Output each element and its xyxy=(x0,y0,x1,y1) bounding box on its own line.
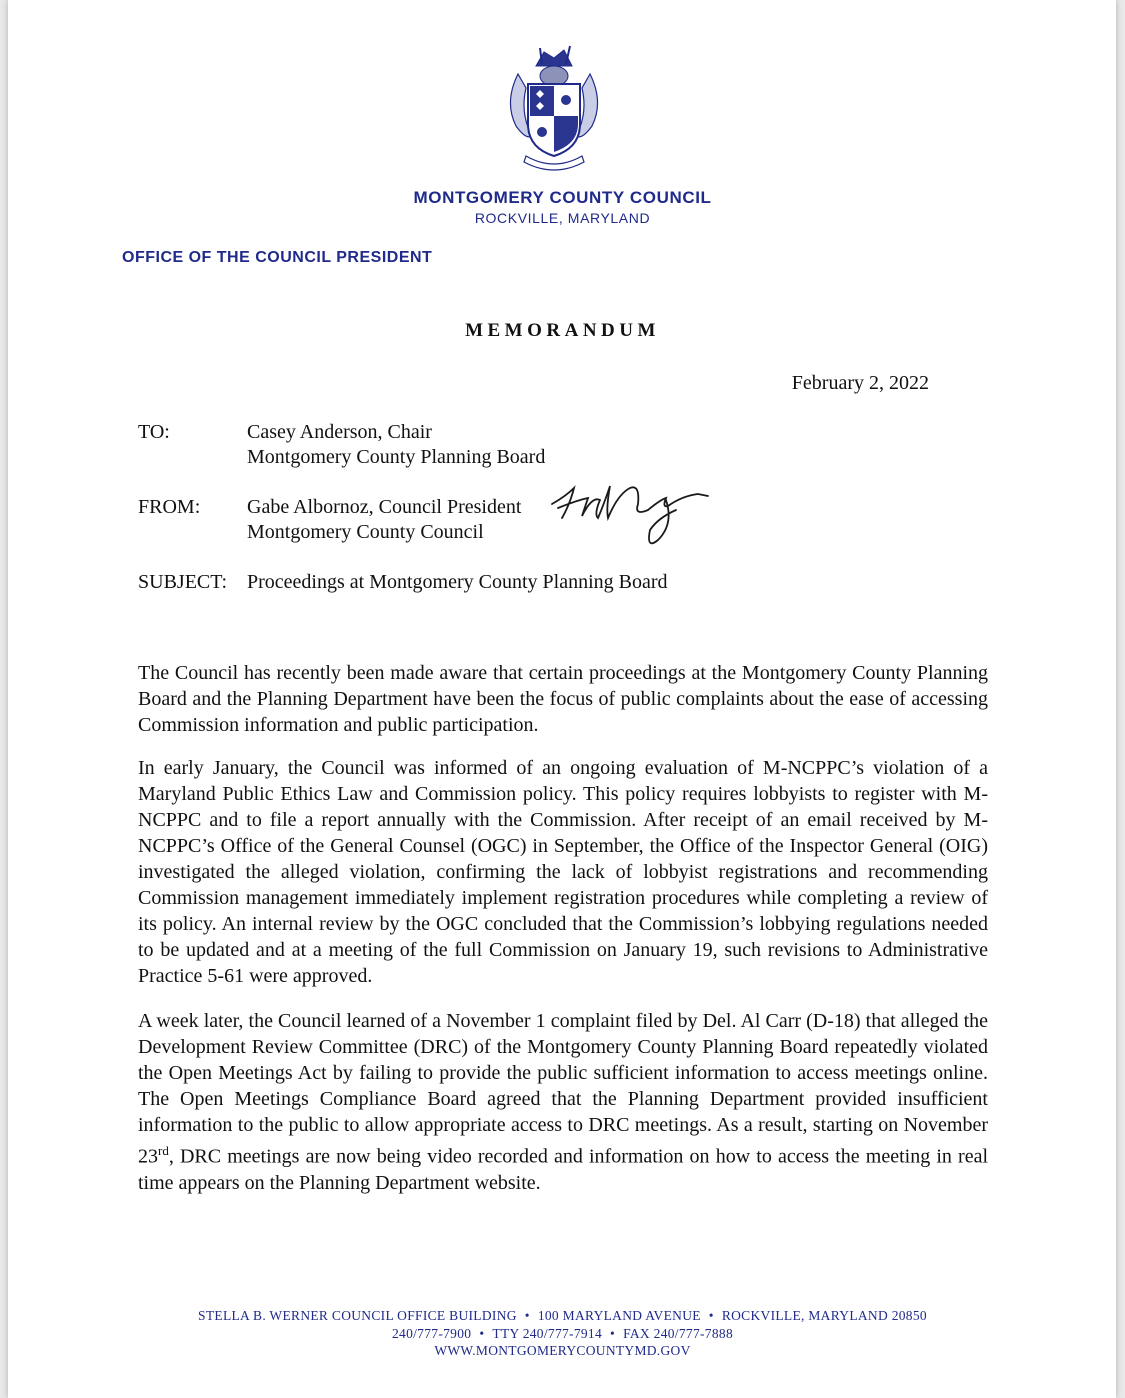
body-paragraph-3 xyxy=(138,1008,988,1196)
paragraph-3-text-b: , DRC meetings are now being video recorded and information on how to access the meeting in real time appears on the Planning Department website. xyxy=(138,1145,988,1194)
to-line-2: Montgomery County Planning Board xyxy=(247,446,546,468)
from-label: FROM: xyxy=(138,496,201,518)
footer-street: 100 MARYLAND AVENUE xyxy=(537,1308,701,1323)
footer-bullet: • xyxy=(708,1308,714,1323)
body-paragraph-1: The Council has recently been made aware that certain proceedings at the Montgomery County Planning Board and the Planning Department have been the focus of public complaints about the ease of accessing Commission information and public participation. xyxy=(138,662,988,736)
footer-city: ROCKVILLE, MARYLAND 20850 xyxy=(721,1308,927,1323)
footer-website[interactable]: WWW.MONTGOMERYCOUNTYMD.GOV xyxy=(434,1343,691,1358)
to-line-1: Casey Anderson, Chair xyxy=(247,421,432,443)
footer-phone: 240/777-7900 xyxy=(391,1326,472,1341)
footer-fax: FAX 240/777-7888 xyxy=(623,1326,734,1341)
memo-date: February 2, 2022 xyxy=(791,372,929,394)
body-paragraph-2: In early January, the Council was informed of an ongoing evaluation of M-NCPPC’s violation of a Maryland Public Ethics Law and Commission policy. This policy requires lobbyists to register with M-NCPPC and to file a report annually with the Commission. After receipt of an email received by M-NCPPC’s Office of the General Counsel (OGC) in September, the Office of the Inspector General (OIG) investigated the alleged violation, confirming the lack of lobbyist registrations and recommending Commission management immediately implement registration procedures while completing a review of its policy. An internal review by the OGC concluded that the Commission’s lobbying regulations needed to be updated and at a meeting of the full Commission on January 19, such revisions to Administrative Practice 5-61 were approved. xyxy=(138,757,988,987)
subject-label: SUBJECT: xyxy=(138,571,228,593)
footer-tty: TTY 240/777-7914 xyxy=(492,1326,603,1341)
council-location: ROCKVILLE, MARYLAND xyxy=(474,210,651,226)
footer-phone-line xyxy=(0,1325,1125,1342)
footer-bullet: • xyxy=(524,1308,530,1323)
subject-text: Proceedings at Montgomery County Planning Board xyxy=(247,571,668,593)
office-name: OFFICE OF THE COUNCIL PRESIDENT xyxy=(122,249,433,266)
to-label: TO: xyxy=(138,421,170,443)
ordinal-suffix: rd xyxy=(158,1143,169,1158)
footer-building: STELLA B. WERNER COUNCIL OFFICE BUILDING xyxy=(198,1308,517,1323)
paragraph-3-text-a: A week later, the Council learned of a November 1 complaint filed by Del. Al Carr (D-18) that alleged the Development Review Committee (DRC) of the Montgomery County Planning Board repeatedly violated the Open Meetings Act by failing to provide the public sufficient information to access meetings online. The Open Meetings Compliance Board agreed that the Planning Department provided insufficient information to the public to allow appropriate access to DRC meetings. As a result, starting on November 23 xyxy=(138,1010,988,1168)
council-name: MONTGOMERY COUNTY COUNCIL xyxy=(413,188,712,207)
footer-bullet: • xyxy=(479,1326,485,1341)
from-line-2: Montgomery County Council xyxy=(247,521,484,543)
handwritten-signature xyxy=(548,474,713,554)
memo-heading: MEMORANDUM xyxy=(465,320,660,341)
county-seal-logo xyxy=(500,44,608,172)
footer-address-line xyxy=(0,1307,1125,1324)
footer-bullet: • xyxy=(610,1326,616,1341)
from-line-1: Gabe Albornoz, Council President xyxy=(247,496,522,518)
